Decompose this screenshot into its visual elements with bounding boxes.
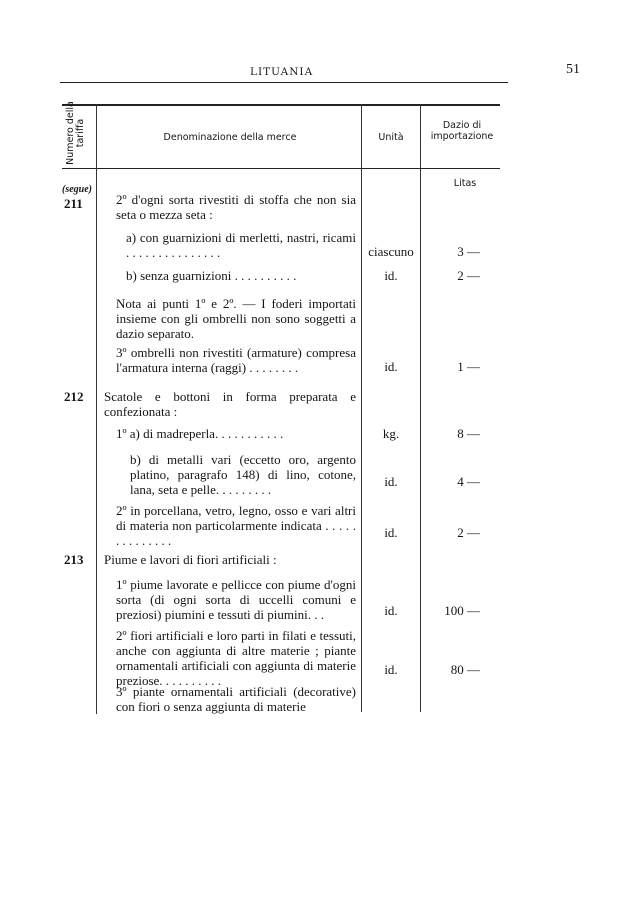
item-213-1-unit: id. [384, 603, 398, 618]
continued-label: (segue) [62, 184, 92, 195]
tariff-code-211: 211 [64, 196, 83, 211]
item-211-desc: 2º d'ogni sorta rivestiti di stoffa che non sia seta o mezza seta : [116, 192, 356, 222]
item-212-2-desc: 2º in porcellana, vetro, legno, osso e vari altri di materia non particolarmente indicata . . . . . . . . . . . . . . [116, 503, 356, 548]
item-211b-unit: id. [384, 268, 398, 283]
item-212-1a-duty: 8 — [457, 426, 480, 441]
page-number: 51 [566, 62, 580, 77]
item-213-2-duty: 80 — [450, 662, 480, 677]
col-divider-1 [96, 104, 97, 714]
table-top-rule [62, 104, 500, 106]
item-211b-desc: b) senza guarnizioni . . . . . . . . . . [126, 268, 297, 283]
item-211a-unit: ciascuno [368, 244, 414, 259]
item-211a-desc: a) con guarnizioni di merletti, nastri, ricami . . . . . . . . . . . . . . . [126, 230, 356, 260]
item-213-2-desc: 2º fiori artificiali e loro parti in filati e tessuti, anche con aggiunta di altre materie ; piante ornamentali artificiali con aggiunta di materie preziose. . . . . . . . . . [116, 628, 356, 688]
header-rule [60, 82, 508, 83]
item-211b-duty: 2 — [457, 268, 480, 283]
item-211-3-desc: 3º ombrelli non rivestiti (armature) compresa l'armatura interna (raggi) . . . . . . . . [116, 345, 356, 375]
item-212-1b-desc: b) di metalli vari (eccetto oro, argento platino, paragrafo 148) di lino, cotone, lana, seta e pelle. . . . . . . . . [130, 452, 356, 497]
item-212-1b-unit: id. [384, 474, 398, 489]
col-divider-2 [361, 104, 362, 712]
col-description-header: Denominazione della merce [163, 132, 297, 143]
col-unit-header: Unità [378, 132, 404, 143]
item-212-1b-duty: 4 — [457, 474, 480, 489]
item-213-2-unit: id. [384, 662, 398, 677]
table-header-rule [62, 168, 500, 169]
item-212-2-duty: 2 — [457, 525, 480, 540]
item-211-3-duty: 1 — [457, 359, 480, 374]
item-212-1a-unit: kg. [382, 426, 400, 441]
item-212-2-unit: id. [384, 525, 398, 540]
item-211a-duty: 3 — [457, 244, 480, 259]
col-divider-3 [420, 104, 421, 712]
item-212-1a-desc: 1º a) di madreperla. . . . . . . . . . . [116, 426, 284, 441]
item-213-desc: Piume e lavori di fiori artificiali : [104, 552, 277, 567]
currency-label: Litas [453, 178, 477, 189]
tariff-code-213: 213 [64, 552, 84, 567]
item-212-desc: Scatole e bottoni in forma preparata e confezionata : [104, 389, 356, 419]
col-duty-header: Dazio di importazione [430, 120, 494, 142]
item-213-1-duty: 100 — [444, 603, 480, 618]
note-211: Nota ai punti 1º e 2º. — I foderi importati insieme con gli ombrelli non sono soggetti a dazio separato. [116, 296, 356, 341]
col-number-header: Numero della tariffa [65, 101, 86, 165]
running-title: LITUANIA [250, 66, 314, 78]
item-213-3-desc: 3º piante ornamentali artificiali (decorative) con fiori o senza aggiunta di materie [116, 684, 356, 714]
item-211-3-unit: id. [384, 359, 398, 374]
tariff-code-212: 212 [64, 389, 84, 404]
item-213-1-desc: 1º piume lavorate e pellicce con piume d'ogni sorta (di ogni sorta di uccelli comuni e preziosi) piumini e tessuti di piumini. . . [116, 577, 356, 622]
